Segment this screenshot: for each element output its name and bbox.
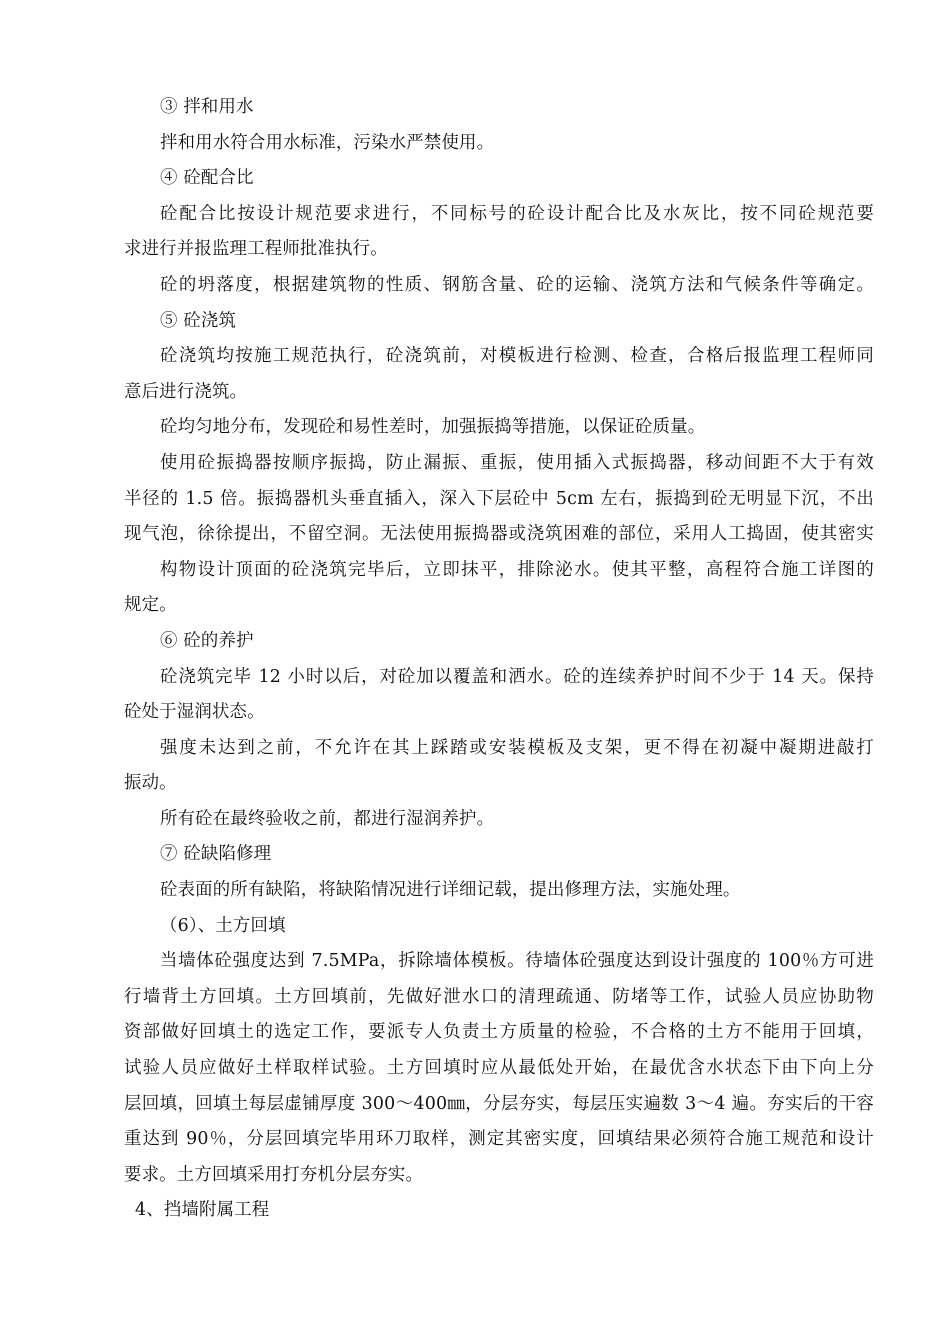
- paragraph-line: 砼表面的所有缺陷，将缺陷情况进行详细记载，提出修理方法，实施处理。: [160, 880, 741, 901]
- paragraph-line: 求进行并报监理工程师批准执行。: [124, 239, 388, 260]
- document-body: [124, 90, 874, 1229]
- paragraph-line: 构物设计顶面的砼浇筑完毕后，立即抹平，排除泌水。使其平整，高程符合施工详图的: [160, 559, 874, 580]
- paragraph-line: 试验人员应做好土样取样试验。土方回填时应从最低处开始，在最优含水状态下由下向上分: [124, 1058, 874, 1079]
- paragraph-line: 层回填，回填土每层虚铺厚度 300～400㎜，分层夯实，每层压实遍数 3～4 遍。夯实后的干容: [124, 1093, 874, 1114]
- heading-backfill: （6）、土方回填: [160, 915, 286, 936]
- heading-pouring: ⑤ 砼浇筑: [160, 310, 237, 331]
- paragraph-line: 强度未达到之前，不允许在其上踩踏或安装模板及支架，更不得在初凝中凝期进敲打: [160, 737, 874, 758]
- section-heading-retaining-wall: 4、挡墙附属工程: [135, 1200, 270, 1221]
- paragraph-line: 规定。: [124, 595, 177, 616]
- paragraph-line: 使用砼振捣器按顺序振捣，防止漏振、重振，使用插入式振捣器，移动间距不大于有效: [160, 452, 874, 473]
- paragraph-line: 所有砼在最终验收之前，都进行湿润养护。: [160, 808, 495, 829]
- paragraph-line: 振动。: [124, 773, 177, 794]
- paragraph-line: 资部做好回填土的选定工作，要派专人负责土方质量的检验，不合格的土方不能用于回填，: [124, 1022, 874, 1043]
- paragraph-line: 意后进行浇筑。: [124, 381, 248, 402]
- paragraph-line: 砼浇筑完毕 12 小时以后，对砼加以覆盖和洒水。砼的连续养护时间不少于 14 天。保持: [160, 666, 874, 687]
- heading-curing: ⑥ 砼的养护: [160, 630, 254, 651]
- paragraph-line: 砼配合比按设计规范要求进行，不同标号的砼设计配合比及水灰比，按不同砼规范要: [160, 203, 874, 224]
- paragraph-line: 砼处于湿润状态。: [124, 702, 265, 723]
- paragraph-line: 半径的 1.5 倍。振捣器机头垂直插入，深入下层砼中 5cm 左右，振捣到砼无明显下沉，不出: [124, 488, 874, 509]
- paragraph-line: 当墙体砼强度达到 7.5MPa，拆除墙体模板。待墙体砼强度达到设计强度的 100％方可进: [160, 951, 874, 972]
- paragraph-line: 砼均匀地分布，发现砼和易性差时，加强振捣等措施，以保证砼质量。: [160, 417, 706, 438]
- heading-defect-repair: ⑦ 砼缺陷修理: [160, 844, 272, 865]
- paragraph-line: 行墙背土方回填。土方回填前，先做好泄水口的清理疏通、防堵等工作，试验人员应协助物: [124, 986, 874, 1007]
- paragraph-line: 砼浇筑均按施工规范执行，砼浇筑前，对模板进行检测、检查，合格后报监理工程师同: [160, 346, 874, 367]
- paragraph-line: 重达到 90％，分层回填完毕用环刀取样，测定其密实度，回填结果必须符合施工规范和设计: [124, 1129, 874, 1150]
- heading-mix-ratio: ④ 砼配合比: [160, 168, 254, 189]
- paragraph-line: 拌和用水符合用水标准，污染水严禁使用。: [160, 132, 495, 153]
- paragraph-line: 砼的坍落度，根据建筑物的性质、钢筋含量、砼的运输、浇筑方法和气候条件等确定。: [160, 274, 874, 295]
- paragraph-line: 要求。土方回填采用打夯机分层夯实。: [124, 1164, 424, 1185]
- paragraph-line: 现气泡，徐徐提出，不留空洞。无法使用振捣器或浇筑困难的部位，采用人工捣固，使其密实: [124, 524, 874, 545]
- heading-mixing-water: ③ 拌和用水: [160, 97, 254, 117]
